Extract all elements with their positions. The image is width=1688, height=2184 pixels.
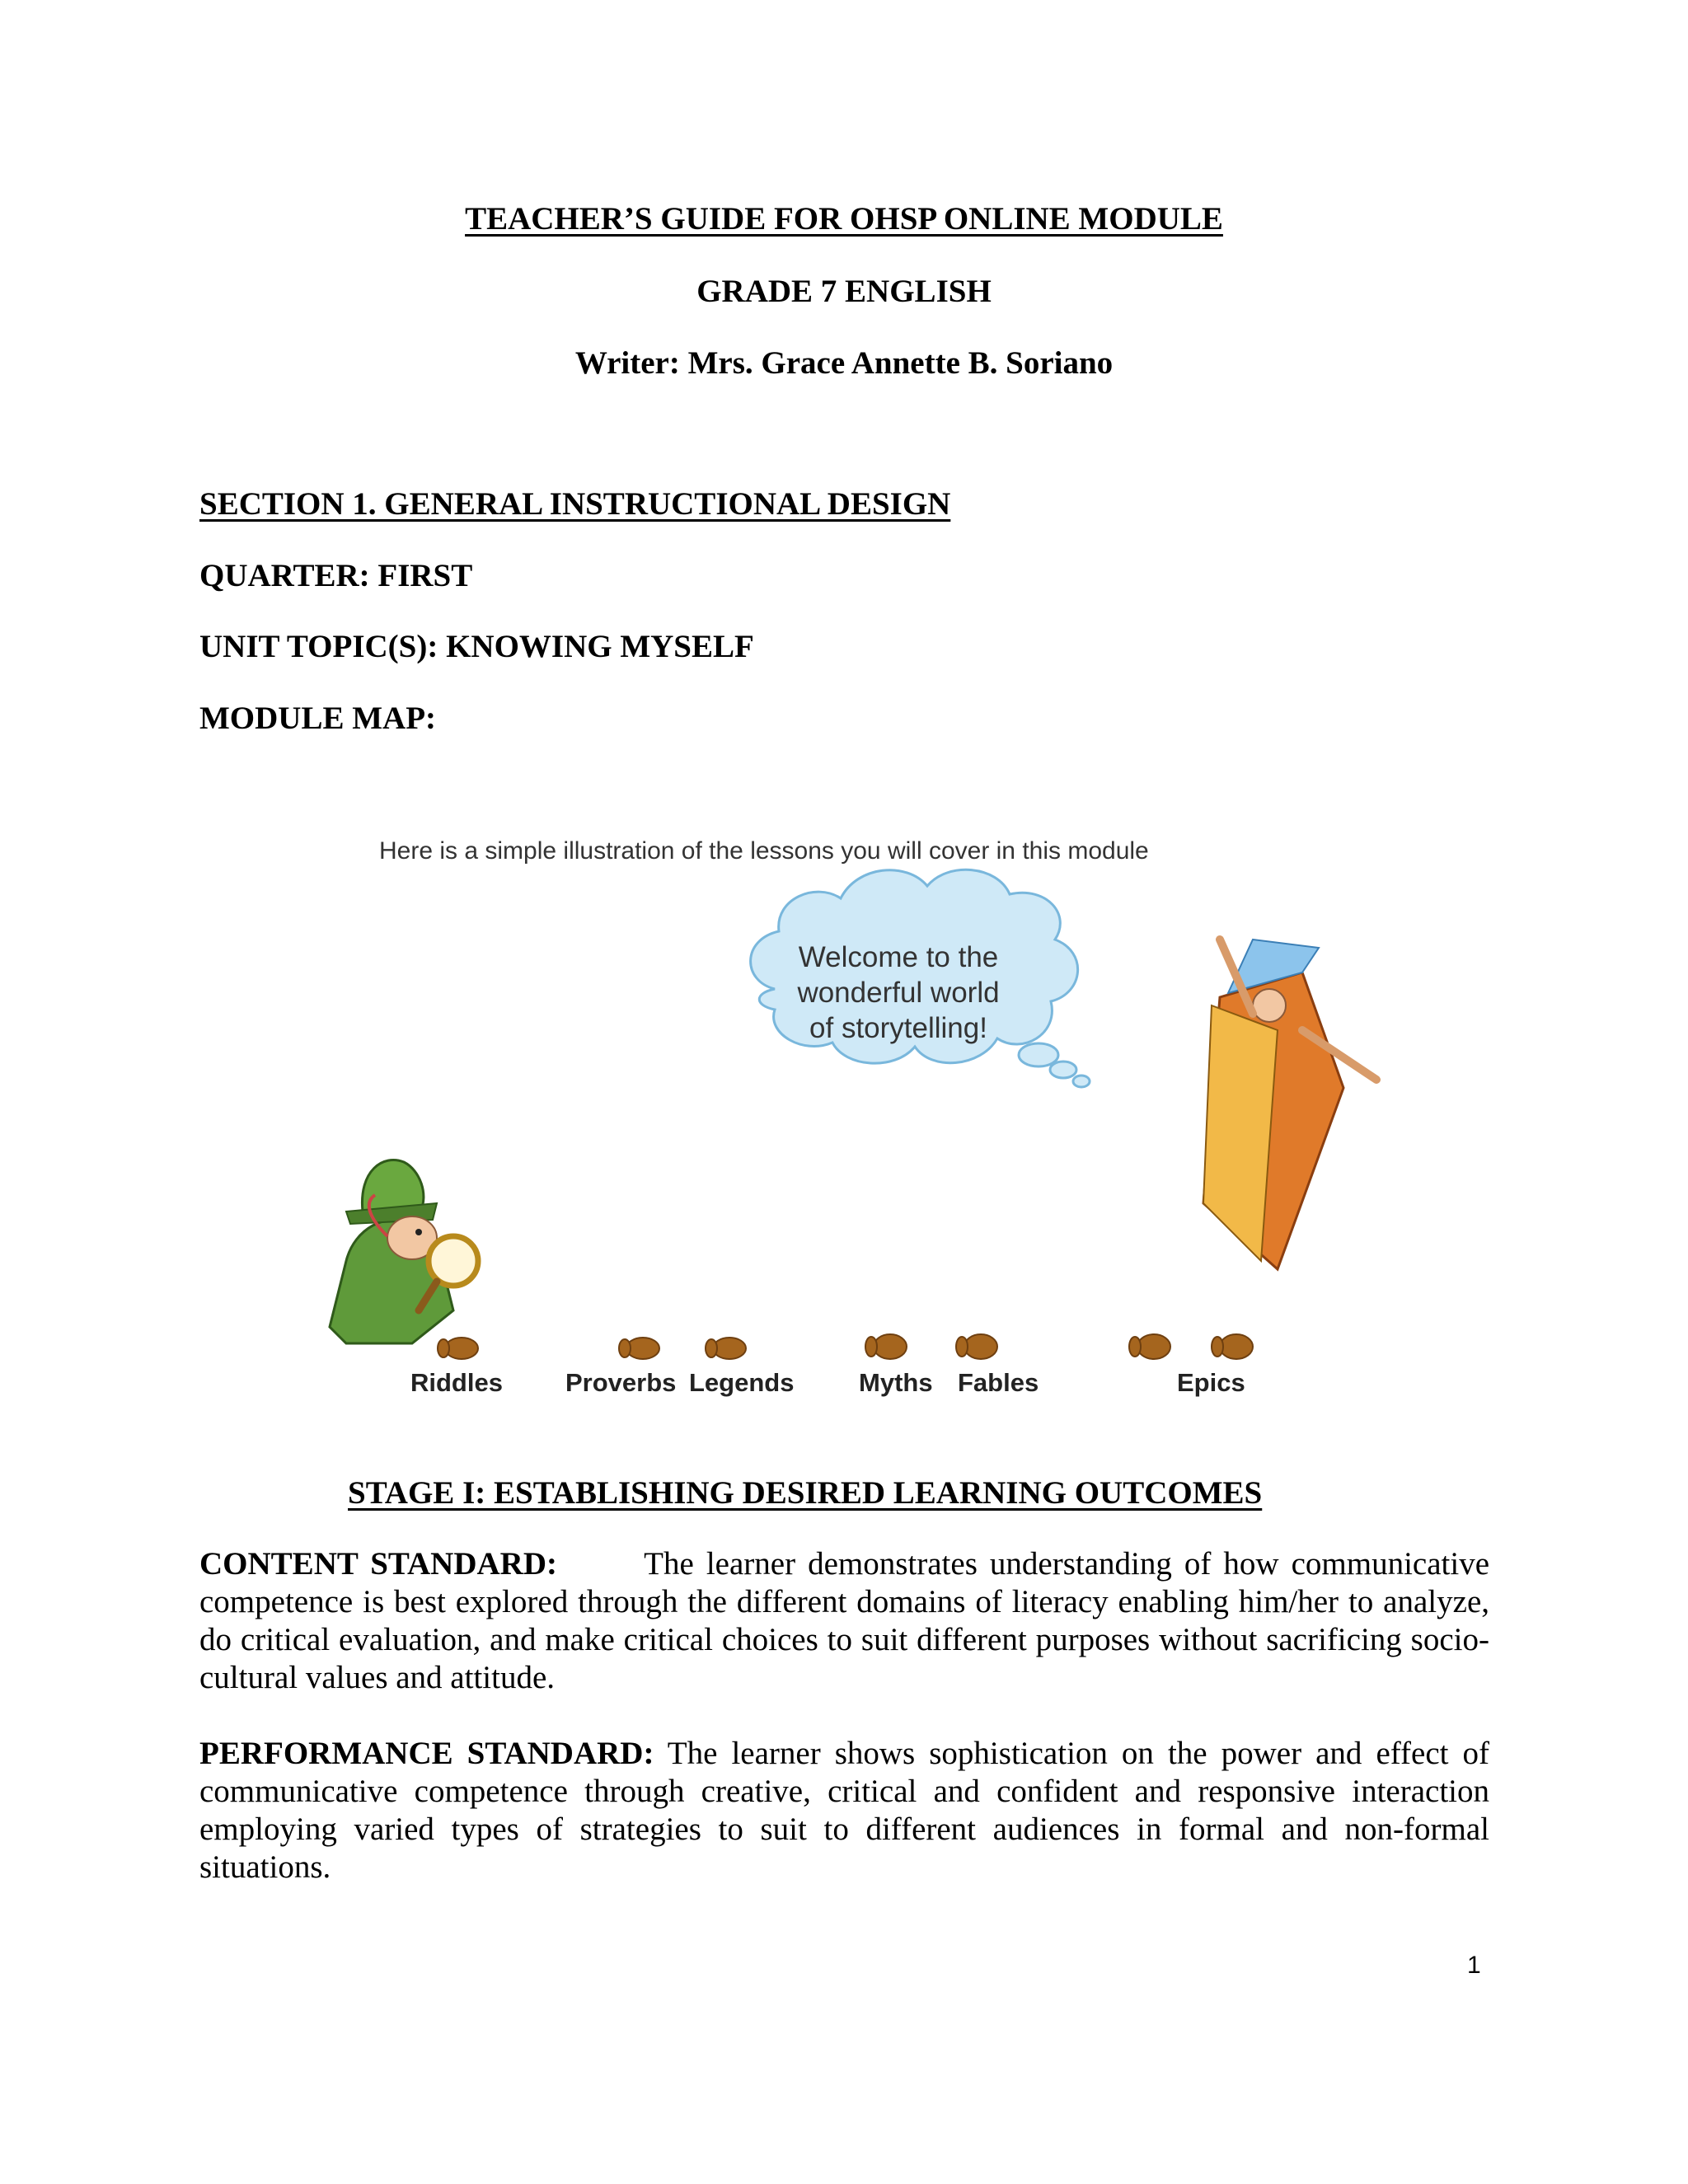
module-map-illustration	[313, 816, 1467, 1418]
book-character-icon	[1203, 940, 1376, 1269]
illustration-caption: Here is a simple illustration of the lessons you will cover in this module	[379, 837, 1149, 865]
module-map-label: MODULE MAP:	[199, 701, 437, 736]
lesson-label-riddles: Riddles	[410, 1368, 503, 1397]
content-standard-text: The learner demonstrates understanding of how communicative competence is best explored through the different domains of literacy enabling him/her to analyze, do critical evaluation, and make critical choices to suit different purposes without sacrificing socio-cultural values and attitude.	[199, 1546, 1490, 1695]
performance-standard-paragraph	[199, 1735, 1489, 1886]
lesson-label-myths: Myths	[859, 1368, 933, 1397]
bubble-text: Welcome to the wonderful world of storytelling!	[797, 941, 1000, 1044]
grade-heading: GRADE 7 ENGLISH	[696, 274, 992, 309]
stage-heading: STAGE I: ESTABLISHING DESIRED LEARNING OUTCOMES	[348, 1475, 1263, 1511]
document-title: TEACHER’S GUIDE FOR OHSP ONLINE MODULE	[465, 201, 1223, 237]
footprints-icon	[438, 1334, 1253, 1359]
performance-standard-text: The learner shows sophistication on the power and effect of communicative competence through creative, critical and confident and responsive interaction employing varied types of strategies to suit to different audiences in formal and non-formal situations.	[199, 1736, 1490, 1885]
section-heading: SECTION 1. GENERAL INSTRUCTIONAL DESIGN	[199, 486, 951, 522]
detective-icon	[330, 1160, 478, 1344]
lesson-label-fables: Fables	[958, 1368, 1039, 1397]
lesson-label-epics: Epics	[1177, 1368, 1245, 1397]
page-number: 1	[1467, 1952, 1481, 1979]
illustration-graphics	[313, 816, 1467, 1418]
lesson-label-legends: Legends	[689, 1368, 795, 1397]
writer-line: Writer: Mrs. Grace Annette B. Soriano	[574, 345, 1114, 381]
performance-standard-label: PERFORMANCE STANDARD:	[199, 1736, 654, 1771]
quarter-line: QUARTER: FIRST	[199, 558, 473, 593]
content-standard-label: CONTENT STANDARD:	[199, 1546, 557, 1582]
lesson-label-proverbs: Proverbs	[565, 1368, 677, 1397]
content-standard-paragraph	[199, 1545, 1489, 1697]
unit-topic-line: UNIT TOPIC(S): KNOWING MYSELF	[199, 629, 754, 664]
